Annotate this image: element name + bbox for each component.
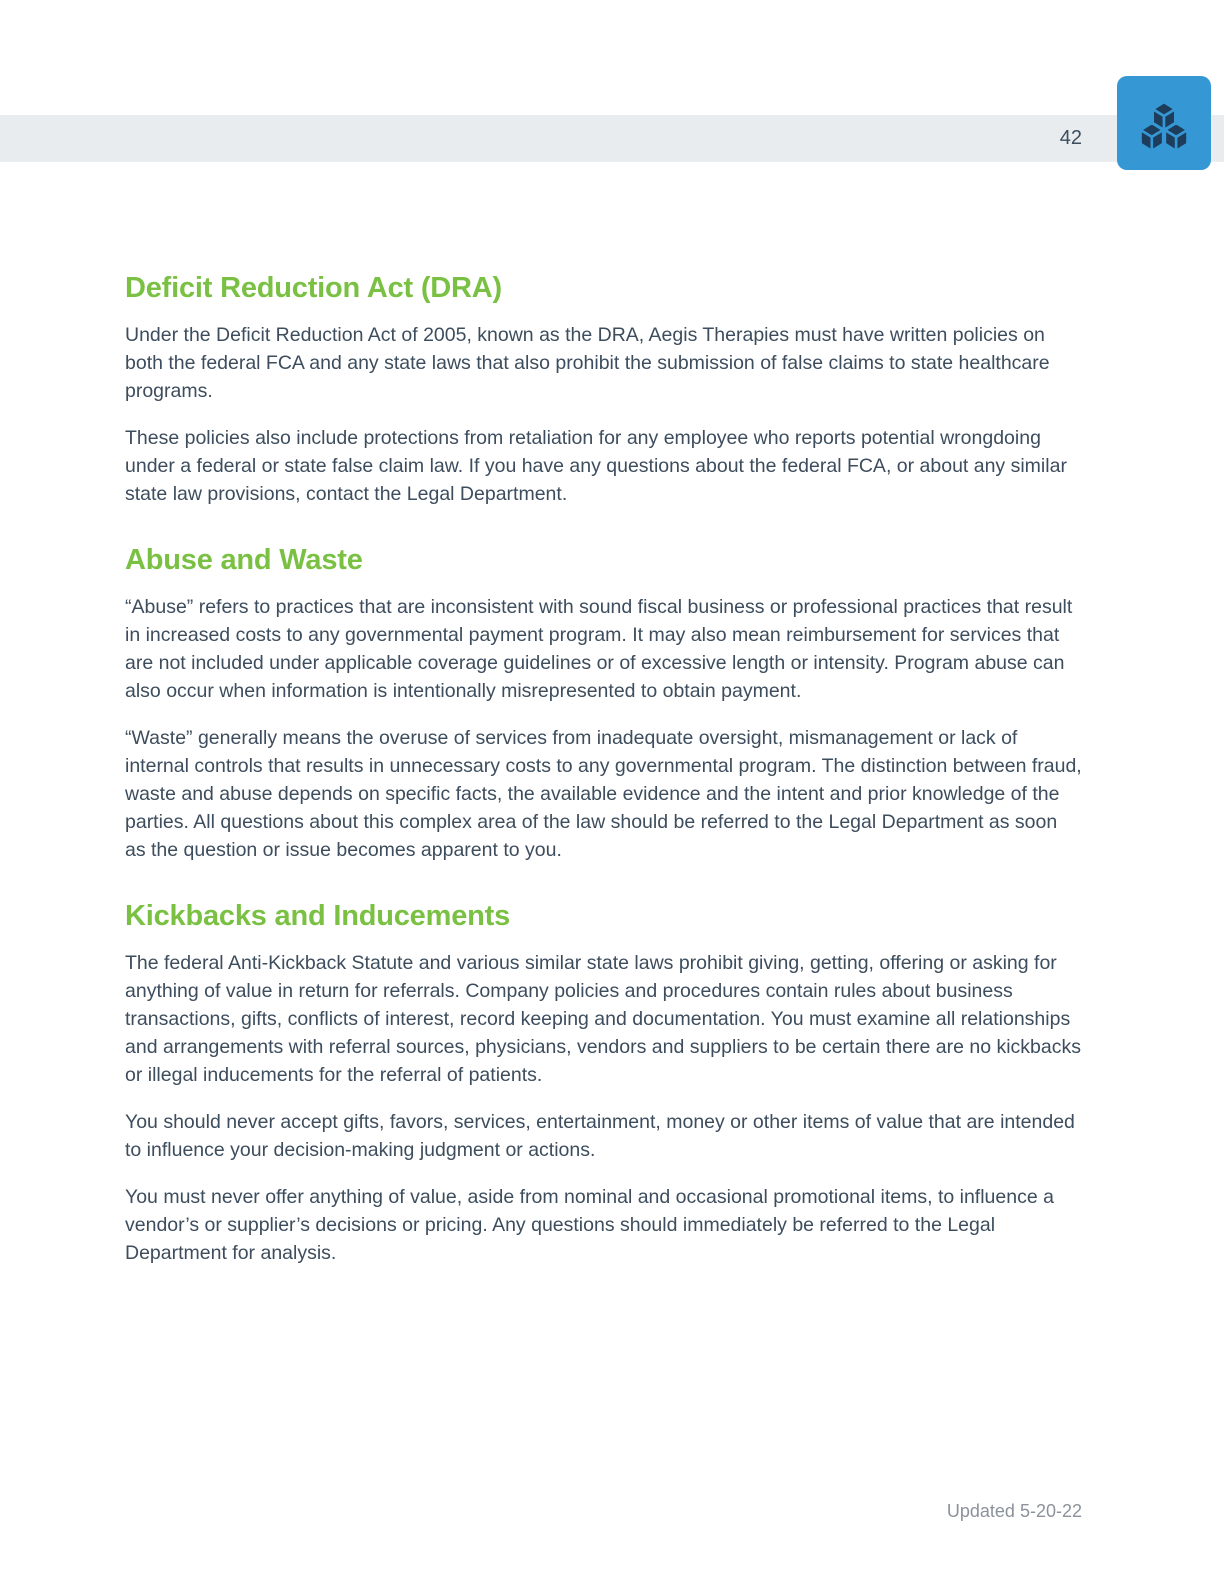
page-number: 42 <box>1059 127 1082 149</box>
section-heading-kickbacks: Kickbacks and Inducements <box>125 900 511 932</box>
document-content <box>125 272 1083 1286</box>
paragraph: These policies also include protections from retaliation for any employee who reports potential wrongdoing under a federal or state false claim law. If you have any questions about the federal FCA, or about any similar state law provisions, contact the Legal Department. <box>125 427 1067 505</box>
company-logo <box>1117 76 1211 170</box>
cubes-icon <box>1124 83 1204 163</box>
paragraph: The federal Anti-Kickback Statute and various similar state laws prohibit giving, getting, offering or asking for anything of value in return for referrals. Company policies and procedures contain rules about business transactions, gifts, conflicts of interest, record keeping and documentation. You must examine all relationships and arrangements with referral sources, physicians, vendors and suppliers to be certain there are no kickbacks or illegal inducements for the referral of patients. <box>125 952 1081 1086</box>
header-band <box>0 115 1224 162</box>
updated-date: Updated 5-20-22 <box>946 1501 1082 1521</box>
paragraph: You should never accept gifts, favors, services, entertainment, money or other items of value that are intended to influence your decision-making judgment or actions. <box>125 1111 1075 1161</box>
section-heading-dra: Deficit Reduction Act (DRA) <box>125 272 502 304</box>
section-heading-abuse-waste: Abuse and Waste <box>125 544 363 576</box>
paragraph: “Waste” generally means the overuse of services from inadequate oversight, mismanagement or lack of internal controls that results in unnecessary costs to any governmental program. The distinction between fraud, waste and abuse depends on specific facts, the available evidence and the intent and prior knowledge of the parties. All questions about this complex area of the law should be referred to the Legal Department as soon as the question or issue becomes apparent to you. <box>125 727 1082 861</box>
paragraph: You must never offer anything of value, aside from nominal and occasional promotional items, to influence a vendor’s or supplier’s decisions or pricing. Any questions should immediately be referred to the Legal Department for analysis. <box>125 1186 1054 1264</box>
paragraph: Under the Deficit Reduction Act of 2005, known as the DRA, Aegis Therapies must have written policies on both the federal FCA and any state laws that also prohibit the submission of false claims to state healthcare programs. <box>125 324 1050 402</box>
paragraph: “Abuse” refers to practices that are inconsistent with sound fiscal business or professional practices that result in increased costs to any governmental payment program. It may also mean reimbursement for services that are not included under applicable coverage guidelines or of excessive length or intensity. Program abuse can also occur when information is intentionally misrepresented to obtain payment. <box>125 596 1073 702</box>
